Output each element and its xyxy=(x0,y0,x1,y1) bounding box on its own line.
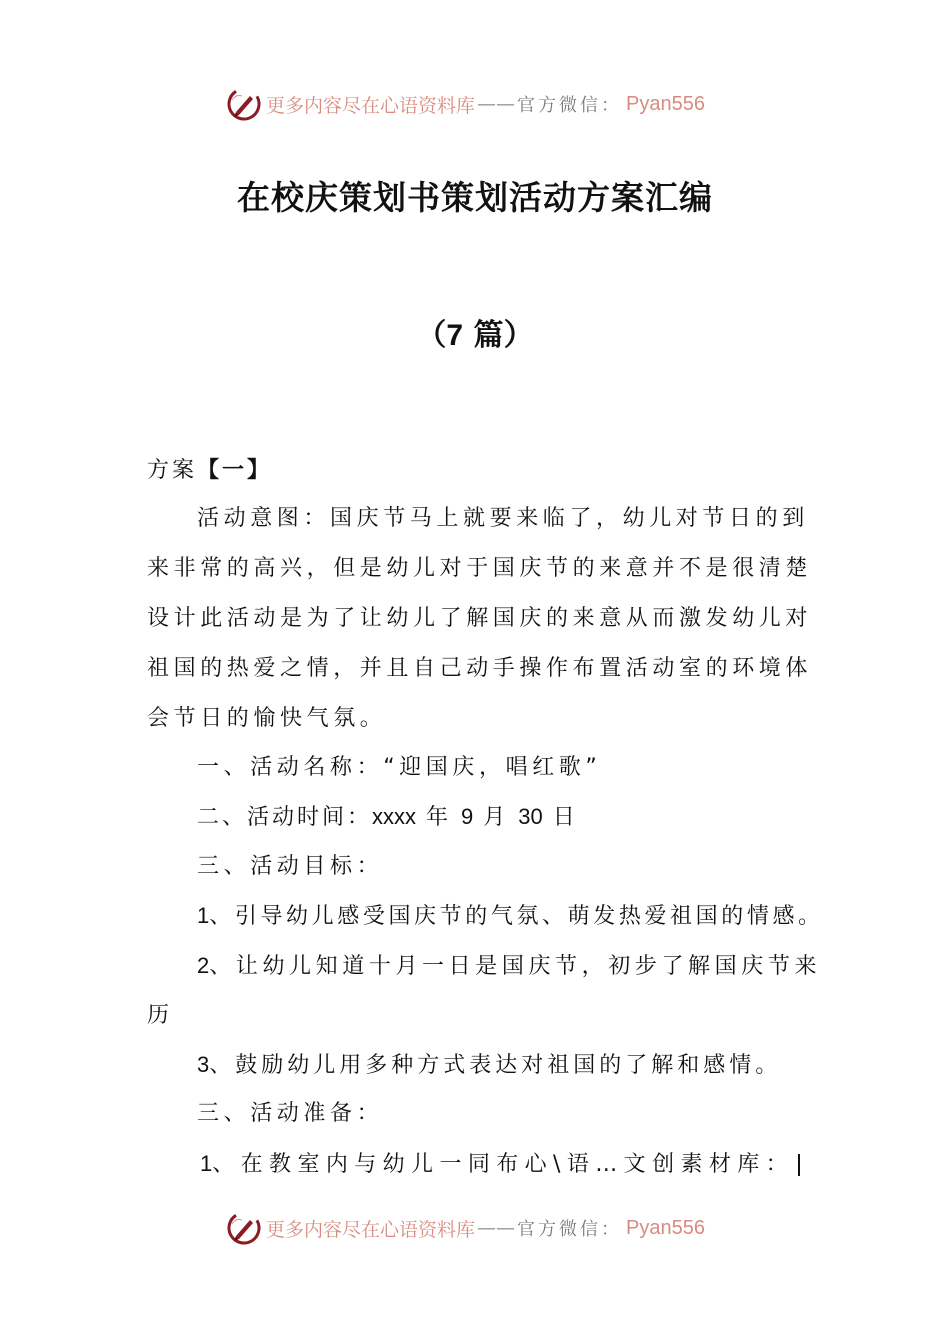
time-year-unit: 年 xyxy=(416,805,462,830)
subtitle-close-paren: ） xyxy=(503,318,534,353)
goal-number: 3 xyxy=(197,1052,210,1077)
time-month-unit: 月 xyxy=(473,805,519,830)
goal-number: 1 xyxy=(197,903,210,928)
goal-text: 历 xyxy=(147,1003,174,1028)
pen-logo-icon xyxy=(226,86,262,122)
prep-heading: 三、活动准备： xyxy=(197,1101,384,1126)
time-year: xxxx xyxy=(372,804,417,829)
time-day: 30 xyxy=(518,804,543,829)
watermark-brand-text: 更多内容尽在心语资料库 xyxy=(266,94,476,117)
goal-item xyxy=(197,891,824,942)
watermark-wechat-label: 官方微信： xyxy=(517,95,623,116)
time-day-unit: 日 xyxy=(542,805,578,830)
document-subtitle xyxy=(0,310,950,354)
activity-time-line xyxy=(197,792,578,843)
watermark-footer xyxy=(226,1208,705,1248)
paragraph-line: 活动意图：国庆节马上就要来临了，幼儿对节日的到 xyxy=(197,506,809,531)
watermark-wechat-id: Pyan556 xyxy=(626,1216,705,1239)
watermark-wechat-id: Pyan556 xyxy=(626,92,705,115)
time-prefix: 二、活动时间： xyxy=(197,805,373,830)
goals-heading: 三、活动目标： xyxy=(197,854,384,879)
goal-item xyxy=(197,941,821,992)
goal-number: 2 xyxy=(197,953,210,978)
paragraph-line: 会节日的愉快气氛。 xyxy=(147,706,387,731)
goal-item xyxy=(197,1040,781,1091)
prep-text: 、在教室内与幼儿一同布心\语…文创素材库： xyxy=(212,1152,795,1177)
prep-item xyxy=(200,1139,800,1190)
document-title: 在校庆策划书策划活动方案汇编 xyxy=(237,178,713,217)
goal-text: 、引导幼儿感受国庆节的气氛、萌发热爱祖国的情感。 xyxy=(209,904,824,929)
watermark-wechat-label: 官方微信： xyxy=(517,1219,623,1240)
goal-text: 、鼓励幼儿用多种方式表达对祖国的了解和感情。 xyxy=(209,1053,782,1078)
subtitle-count: 7 xyxy=(446,319,464,352)
watermark-dash: —— xyxy=(477,1217,516,1239)
time-month: 9 xyxy=(461,804,474,829)
section-number: 【一】 xyxy=(197,458,273,483)
section-heading xyxy=(147,446,272,496)
watermark-header xyxy=(226,84,705,124)
subtitle-word: 篇 xyxy=(463,318,504,353)
text-cursor xyxy=(798,1154,800,1176)
paragraph-line: 设计此活动是为了让幼儿了解国庆的来意从而激发幼儿对 xyxy=(147,606,813,631)
prep-number: 1 xyxy=(200,1151,213,1176)
goal-item-continuation xyxy=(147,991,174,1041)
subtitle-open-paren: （ xyxy=(416,318,447,353)
paragraph-line: 来非常的高兴，但是幼儿对于国庆节的来意并不是很清楚 xyxy=(147,556,813,581)
paragraph-line: 祖国的热爱之情，并且自己动手操作布置活动室的环境体 xyxy=(147,656,813,681)
activity-name-line: 一、活动名称：“迎国庆，唱红歌” xyxy=(197,755,602,780)
goal-text: 、让幼儿知道十月一日是国庆节，初步了解国庆节来 xyxy=(209,954,822,979)
watermark-brand-text: 更多内容尽在心语资料库 xyxy=(266,1218,476,1241)
pen-logo-icon xyxy=(226,1210,262,1246)
watermark-dash: —— xyxy=(477,93,516,115)
section-label: 方案 xyxy=(147,458,198,483)
